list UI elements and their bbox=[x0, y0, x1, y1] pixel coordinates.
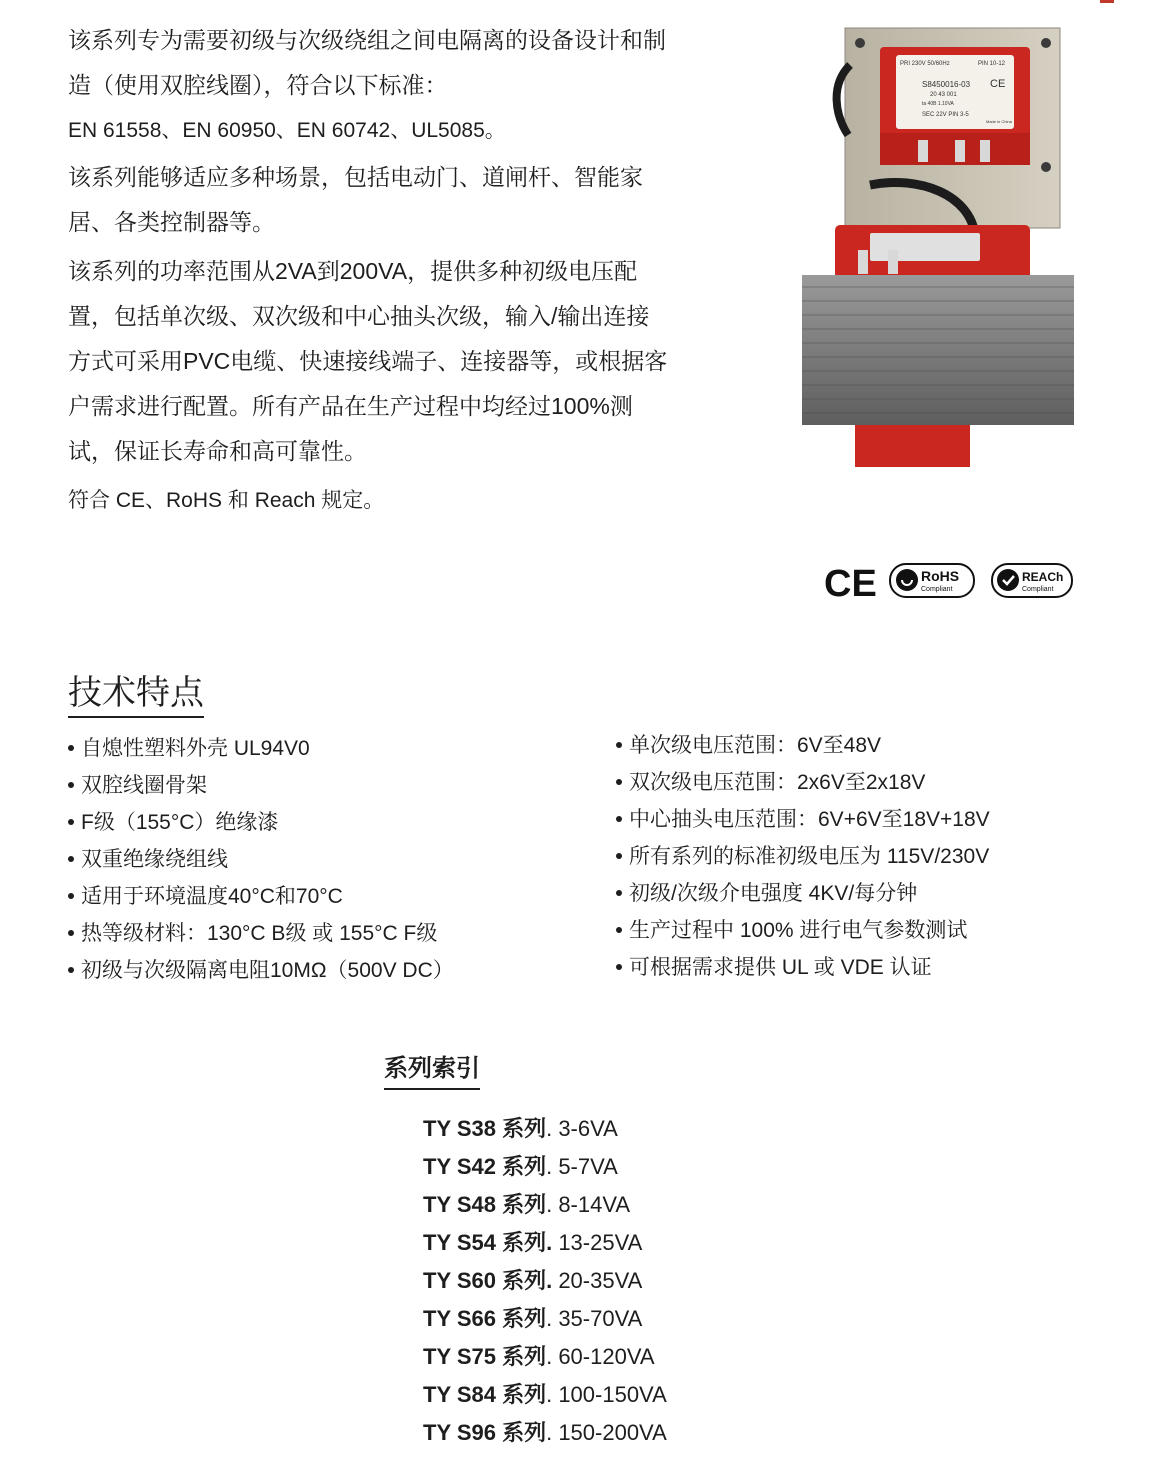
series-code: TY S38 系列 bbox=[423, 1116, 547, 1141]
svg-text:S8450016-03: S8450016-03 bbox=[922, 80, 971, 89]
features-heading: 技术特点 bbox=[68, 670, 204, 718]
series-item bbox=[423, 1376, 667, 1414]
intro-paragraph-2-line-1: 该系列能够适应多种场景，包括电动门、道闸杆、智能家 bbox=[68, 164, 643, 190]
intro-paragraph-3-line-5: 试，保证长寿命和高可靠性。 bbox=[68, 438, 367, 464]
series-code: TY S60 系列. bbox=[423, 1268, 553, 1293]
series-range: . 60-120VA bbox=[546, 1344, 655, 1369]
series-range: . 8-14VA bbox=[546, 1192, 631, 1217]
intro-paragraph-3-line-4: 户需求进行配置。所有产品在生产过程中均经过100%测 bbox=[68, 393, 633, 419]
series-code: TY S48 系列 bbox=[423, 1192, 547, 1217]
svg-text:REACh: REACh bbox=[1022, 570, 1064, 584]
bullet-icon bbox=[616, 890, 622, 896]
series-range: 20-35VA bbox=[552, 1268, 643, 1293]
feature-item: 适用于环境温度40°C和70°C bbox=[66, 878, 454, 915]
bullet-icon bbox=[616, 779, 622, 785]
series-code: TY S54 系列. bbox=[423, 1230, 553, 1255]
series-code: TY S84 系列 bbox=[423, 1382, 547, 1407]
feature-item: 生产过程中 100% 进行电气参数测试 bbox=[614, 912, 990, 949]
svg-text:PRI 230V 50/60Hz: PRI 230V 50/60Hz bbox=[900, 61, 950, 67]
intro-paragraph-1-line-1: 该系列专为需要初级与次级绕组之间电隔离的设备设计和制 bbox=[68, 27, 666, 53]
series-range: . 100-150VA bbox=[546, 1382, 667, 1407]
feature-item: 单次级电压范围：6V至48V bbox=[614, 727, 990, 764]
series-index-list bbox=[423, 1110, 667, 1452]
series-item bbox=[423, 1338, 667, 1376]
series-index-heading: 系列索引 bbox=[384, 1050, 480, 1090]
series-range: . 35-70VA bbox=[546, 1306, 643, 1331]
svg-text:SEC 22V PIN 3-5: SEC 22V PIN 3-5 bbox=[922, 112, 969, 118]
series-item bbox=[423, 1414, 667, 1452]
bullet-icon bbox=[616, 964, 622, 970]
bullet-icon bbox=[68, 856, 74, 862]
series-code: TY S66 系列 bbox=[423, 1306, 547, 1331]
intro-paragraph-1-line-2: 造（使用双腔线圈），符合以下标准： bbox=[68, 72, 448, 98]
series-range: . 150-200VA bbox=[546, 1420, 667, 1445]
corner-accent-mark bbox=[1100, 0, 1114, 3]
series-code: TY S96 系列 bbox=[423, 1420, 547, 1445]
series-item bbox=[423, 1224, 667, 1262]
svg-text:20 43 001: 20 43 001 bbox=[930, 92, 957, 98]
series-range: 13-25VA bbox=[552, 1230, 643, 1255]
feature-item: 自熄性塑料外壳 UL94V0 bbox=[66, 730, 454, 767]
feature-item: 双次级电压范围：2x6V至2x18V bbox=[614, 764, 990, 801]
bullet-icon bbox=[68, 930, 74, 936]
standards-list: EN 61558、EN 60950、EN 60742、UL5085。 bbox=[68, 119, 506, 142]
bullet-icon bbox=[68, 782, 74, 788]
feature-item: 双腔线圈骨架 bbox=[66, 767, 454, 804]
svg-text:Compliant: Compliant bbox=[1022, 586, 1054, 593]
svg-text:Compliant: Compliant bbox=[921, 586, 953, 593]
svg-text:RoHS: RoHS bbox=[921, 568, 960, 584]
series-item bbox=[423, 1148, 667, 1186]
bullet-icon bbox=[68, 745, 74, 751]
bullet-icon bbox=[68, 967, 74, 973]
ce-mark-icon bbox=[824, 563, 877, 602]
bullet-icon bbox=[616, 742, 622, 748]
intro-text-block bbox=[68, 18, 758, 523]
bullet-icon bbox=[68, 819, 74, 825]
bullet-icon bbox=[616, 816, 622, 822]
series-item bbox=[423, 1110, 667, 1148]
svg-text:PIN 10-12: PIN 10-12 bbox=[978, 61, 1006, 67]
reach-compliant-icon bbox=[992, 564, 1072, 597]
intro-paragraph-2-line-2: 居、各类控制器等。 bbox=[68, 209, 275, 235]
bullet-icon bbox=[616, 853, 622, 859]
rohs-compliant-icon bbox=[890, 564, 974, 597]
transformer-product-photo bbox=[800, 25, 1076, 471]
certification-logos bbox=[822, 560, 1074, 602]
feature-item: 初级/次级介电强度 4KV/每分钟 bbox=[614, 875, 990, 912]
series-range: . 3-6VA bbox=[546, 1116, 618, 1141]
svg-text:CE: CE bbox=[824, 563, 877, 602]
intro-paragraph-3-line-3: 方式可采用PVC电缆、快速接线端子、连接器等，或根据客 bbox=[68, 348, 668, 374]
feature-item: F级（155°C）绝缘漆 bbox=[66, 804, 454, 841]
features-list-right bbox=[614, 727, 990, 986]
feature-item: 所有系列的标准初级电压为 115V/230V bbox=[614, 838, 990, 875]
series-range: . 5-7VA bbox=[546, 1154, 618, 1179]
compliance-statement: 符合 CE、RoHS 和 Reach 规定。 bbox=[68, 489, 385, 512]
svg-text:Made in China: Made in China bbox=[986, 119, 1012, 124]
series-code: TY S75 系列 bbox=[423, 1344, 547, 1369]
svg-text:CE: CE bbox=[990, 78, 1006, 90]
feature-item: 双重绝缘绕组线 bbox=[66, 841, 454, 878]
intro-paragraph-3-line-1: 该系列的功率范围从2VA到200VA，提供多种初级电压配 bbox=[68, 258, 638, 284]
bullet-icon bbox=[616, 927, 622, 933]
svg-text:ta 40B 1.10VA: ta 40B 1.10VA bbox=[922, 101, 954, 107]
feature-item: 可根据需求提供 UL 或 VDE 认证 bbox=[614, 949, 990, 986]
intro-paragraph-3-line-2: 置，包括单次级、双次级和中心抽头次级，输入/输出连接 bbox=[68, 303, 650, 329]
bullet-icon bbox=[68, 893, 74, 899]
series-item bbox=[423, 1186, 667, 1224]
series-item bbox=[423, 1262, 667, 1300]
feature-item: 热等级材料：130°C B级 或 155°C F级 bbox=[66, 915, 454, 952]
series-code: TY S42 系列 bbox=[423, 1154, 547, 1179]
features-list-left bbox=[66, 730, 454, 989]
feature-item: 中心抽头电压范围：6V+6V至18V+18V bbox=[614, 801, 990, 838]
feature-item: 初级与次级隔离电阻10MΩ（500V DC） bbox=[66, 952, 454, 989]
series-item bbox=[423, 1300, 667, 1338]
